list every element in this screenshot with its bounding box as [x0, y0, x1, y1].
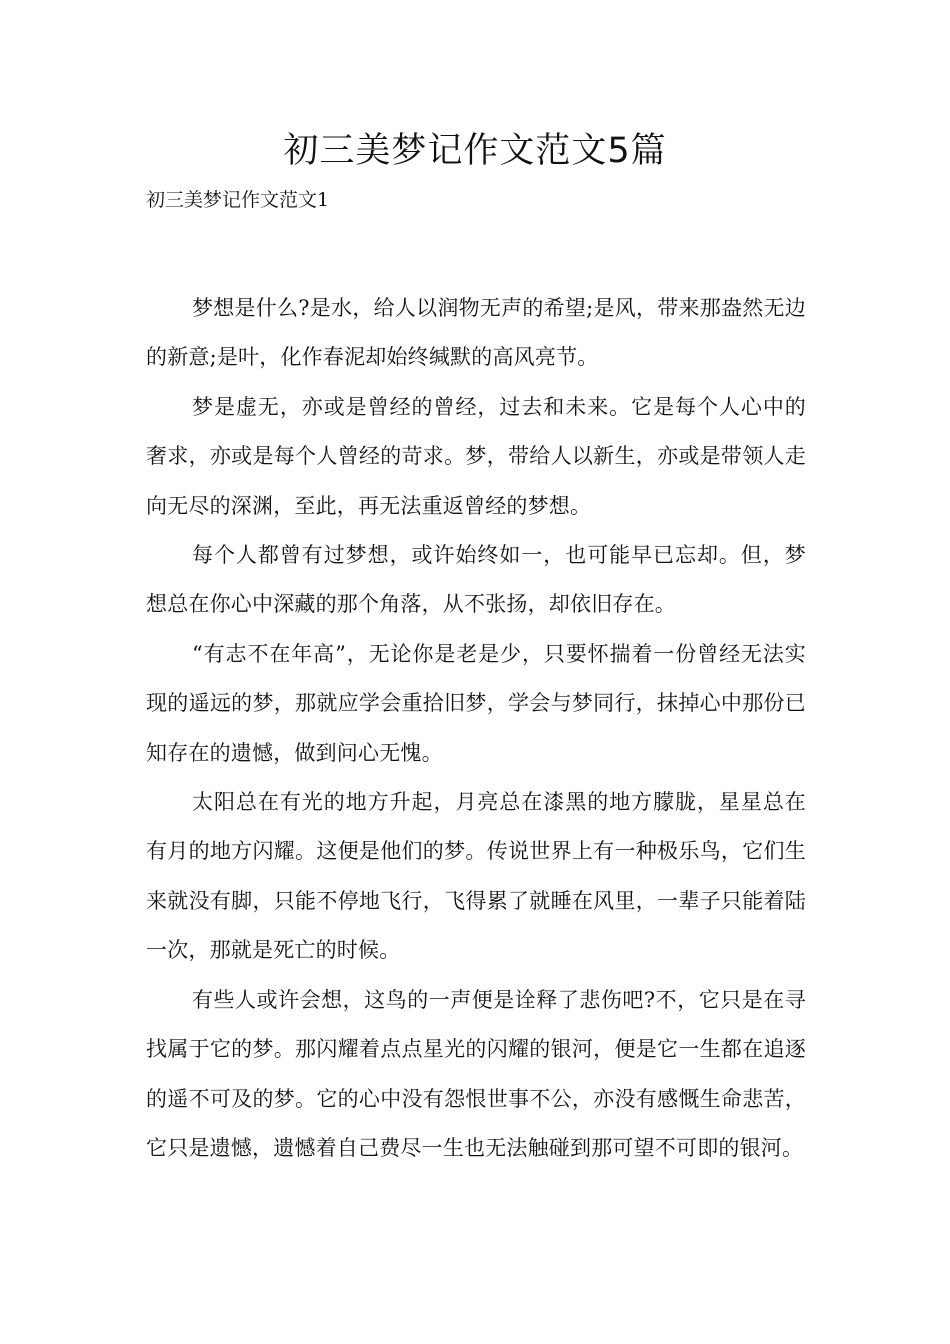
paragraph-6: 有些人或许会想，这鸟的一声便是诠释了悲伤吧?不，它只是在寻找属于它的梦。那闪耀着点点星光的闪耀的银河，便是它一生都在追逐的遥不可及的梦。它的心中没有怨恨世事不公，亦没有感慨生命悲苦，它只是遗憾，遗憾着自己费尽一生也无法触碰到那可望不可即的银河。	[146, 987, 806, 1160]
paragraph-1: 梦想是什么?是水，给人以润物无声的希望;是风，带来那盎然无边的新意;是叶，化作春泥却始终缄默的高风亮节。	[146, 296, 806, 370]
paragraph-4: “有志不在年高”，无论你是老是少，只要怀揣着一份曾经无法实现的遥远的梦，那就应学会重拾旧梦，学会与梦同行，抹掉心中那份已知存在的遗憾，做到问心无愧。	[146, 641, 806, 765]
page-title: 初三美梦记作文范文5篇	[283, 131, 667, 171]
paragraph-2: 梦是虚无，亦或是曾经的曾经，过去和未来。它是每个人心中的奢求，亦或是每个人曾经的苛求。梦，带给人以新生，亦或是带领人走向无尽的深渊，至此，再无法重返曾经的梦想。	[146, 394, 806, 518]
paragraph-5: 太阳总在有光的地方升起，月亮总在漆黑的地方朦胧，星星总在有月的地方闪耀。这便是他们的梦。传说世界上有一种极乐鸟，它们生来就没有脚，只能不停地飞行，飞得累了就睡在风里，一辈子只能着陆一次，那就是死亡的时候。	[146, 790, 806, 963]
section-subtitle: 初三美梦记作文范文1	[146, 189, 330, 211]
article-body	[146, 284, 806, 1173]
paragraph-3: 每个人都曾有过梦想，或许始终如一，也可能早已忘却。但，梦想总在你心中深藏的那个角落，从不张扬，却依旧存在。	[146, 543, 806, 617]
